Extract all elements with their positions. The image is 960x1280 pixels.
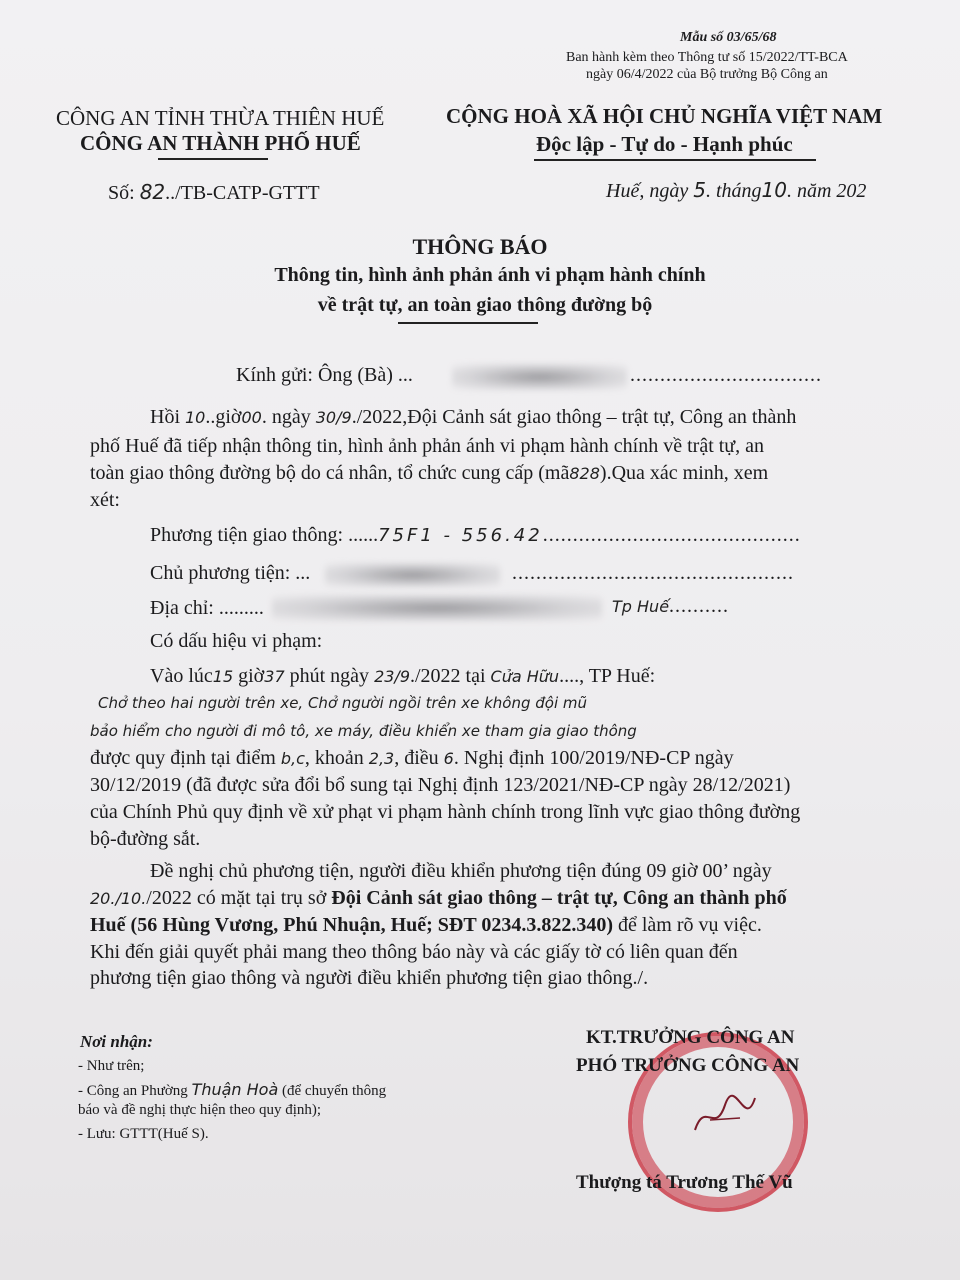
para3-line5: phương tiện giao thông và người điều khiển phương tiện giao thông./. xyxy=(90,967,649,989)
address-city xyxy=(612,595,729,618)
vehicle-label: Phương tiện giao thông: ...... xyxy=(150,524,379,546)
para3-line1: Đề nghị chủ phương tiện, người điều khiển phương tiện đúng 09 giờ 00’ ngày xyxy=(150,860,772,882)
field-vehicle xyxy=(150,524,801,547)
para1-ngay: . ngày xyxy=(261,406,311,428)
subtitle-underline xyxy=(398,322,538,324)
para1-code-rest: ).Qua xác minh, xem xyxy=(599,462,769,484)
signer-title-2: PHÓ TRƯỞNG CÔNG AN xyxy=(576,1055,800,1076)
para1-code-label: toàn giao thông đường bộ do cá nhân, tổ chức cung cấp (mã xyxy=(90,462,570,484)
date-month: 10 xyxy=(761,178,787,202)
owner-dots: ............................................... xyxy=(512,562,794,584)
recipient-2-cont: báo và đề nghị thực hiện theo quy định); xyxy=(78,1102,322,1118)
doc-number xyxy=(108,180,320,205)
violation-line6: của Chính Phủ quy định về xử phạt vi phạm hành chính trong lĩnh vực giao thông đường xyxy=(90,801,801,823)
recipient-3: - Lưu: GTTT(Huế S). xyxy=(78,1126,209,1142)
recipient-1: - Như trên; xyxy=(78,1058,145,1074)
para1-gio: ..giờ xyxy=(205,406,242,428)
notice-subtitle-1: Thông tin, hình ảnh phản ánh vi phạm hành chính xyxy=(274,264,706,286)
violation-clause: 2,3 xyxy=(368,749,395,768)
violation-year: ./2022 tại xyxy=(410,665,486,687)
greeting xyxy=(236,364,413,387)
para3-line4: Khi đến giải quyết phải mang theo thông báo này và các giấy tờ có liên quan đến xyxy=(90,941,738,963)
violation-line4 xyxy=(90,747,734,770)
violation-date: 23/9 xyxy=(374,667,410,686)
para1-line3 xyxy=(90,462,768,485)
violation-line2-hand: Chở theo hai người trên xe, Chở người ngồi trên xe không đội mũ xyxy=(98,694,588,712)
violation-khoan-label: , khoản xyxy=(304,747,364,769)
agency-name: CÔNG AN THÀNH PHỐ HUẾ xyxy=(80,131,361,155)
para1-rest: ./2022,Đội Cảnh sát giao thông – trật tự, Công an thành xyxy=(351,406,797,428)
vehicle-plate: 75F1 - 556.42 xyxy=(378,525,543,546)
violation-vao-luc: Vào lúc xyxy=(150,665,213,687)
doc-number-hand: 82 xyxy=(139,180,166,204)
para1-line2: phố Huế đã tiếp nhận thông tin, hình ảnh phản ánh vi phạm hành chính về trật tự, an xyxy=(90,435,765,457)
greeting-label: Kính gửi: Ông (Bà) ... xyxy=(236,364,413,386)
address-city-hand: Tp Huế xyxy=(612,597,670,616)
motto: Độc lập - Tự do - Hạnh phúc xyxy=(536,132,793,156)
violation-line7: bộ-đường sắt. xyxy=(90,828,201,850)
date-month-label: tháng xyxy=(715,180,762,202)
violation-place: Cửa Hữu xyxy=(490,667,560,686)
violation-line3-hand: bảo hiểm cho người đi mô tô, xe máy, điều khiển xe tham gia giao thông xyxy=(90,722,637,740)
para3-date: 20./10. xyxy=(90,889,147,908)
date-prefix: Huế, ngày xyxy=(606,180,689,202)
violation-minute: 37 xyxy=(264,667,285,686)
para1-minute: 00 xyxy=(241,408,262,427)
notice-subtitle-2: về trật tự, an toàn giao thông đường bộ xyxy=(317,294,653,316)
para3-appear: /2022 có mặt tại trụ sở xyxy=(146,887,327,909)
field-address xyxy=(150,597,264,620)
recipients-title: Nơi nhận: xyxy=(80,1032,153,1051)
para1-line1 xyxy=(150,406,796,429)
violation-line1 xyxy=(150,665,655,688)
address-label: Địa chỉ: ......... xyxy=(150,597,264,619)
notice-title: THÔNG BÁO xyxy=(412,234,548,259)
redacted-owner xyxy=(325,563,500,587)
recipient-2-label: - Công an Phường xyxy=(78,1083,188,1099)
violation-dieu-label: , điều xyxy=(394,747,439,769)
agency-underline xyxy=(158,158,268,160)
violation-article: 6 xyxy=(443,749,454,768)
doc-number-label: Số: xyxy=(108,182,135,204)
violation-points: b,c xyxy=(280,749,305,768)
violation-line5: 30/12/2019 (đã được sửa đổi bổ sung tại Nghị định 123/2021/NĐ-CP ngày 28/12/2021) xyxy=(90,774,791,796)
para3-line3 xyxy=(90,914,762,937)
para1-hoi: Hồi xyxy=(150,406,180,428)
para1-hour: 10 xyxy=(185,408,206,427)
recipient-2-note: (để chuyển thông xyxy=(282,1083,387,1099)
violation-gio: giờ xyxy=(238,665,265,687)
form-issued-line-1: Ban hành kèm theo Thông tư số 15/2022/TT-BCA xyxy=(566,50,848,65)
recipient-2-ward: Thuận Hoà xyxy=(191,1080,279,1099)
address-dots: .......... xyxy=(669,595,730,617)
date-day: 5 xyxy=(693,178,706,202)
violation-phut-ngay: phút ngày xyxy=(289,665,370,687)
form-number: Mẫu số 03/65/68 xyxy=(680,30,777,45)
greeting-dots: ................................ xyxy=(630,364,822,386)
signer-title-1: KT.TRƯỞNG CÔNG AN xyxy=(586,1027,795,1048)
para3-office: Đội Cảnh sát giao thông – trật tự, Công an thành phố xyxy=(331,887,787,909)
nation-title: CỘNG HOÀ XÃ HỘI CHỦ NGHĨA VIỆT NAM xyxy=(446,104,883,128)
signature-icon xyxy=(690,1090,760,1140)
para3-purpose: để làm rõ vụ việc. xyxy=(618,914,762,936)
para3-line2 xyxy=(90,887,787,910)
motto-underline xyxy=(534,159,816,161)
redacted-address xyxy=(272,595,602,621)
violation-label: Có dấu hiệu vi phạm: xyxy=(150,630,323,652)
doc-date: Huế, ngày 5. tháng10. năm 202 xyxy=(606,178,867,202)
para1-date: 30/9 xyxy=(315,408,352,427)
para3-address: Huế (56 Hùng Vương, Phú Nhuận, Huế; SĐT 0234.3.822.340) xyxy=(90,914,613,936)
violation-hour: 15 xyxy=(212,667,234,686)
date-year: năm 202 xyxy=(796,180,867,202)
signer-name: Thượng tá Trương Thế Vũ xyxy=(576,1172,793,1193)
recipient-2 xyxy=(78,1080,386,1100)
redacted-name xyxy=(452,364,627,390)
vehicle-dots: ........................................... xyxy=(542,524,801,546)
field-owner xyxy=(150,562,310,585)
owner-label: Chủ phương tiện: ... xyxy=(150,562,311,584)
para1-line4: xét: xyxy=(90,489,120,511)
violation-diem-label: được quy định tại điểm xyxy=(90,747,276,769)
agency-parent: CÔNG AN TỈNH THỪA THIÊN HUẾ xyxy=(56,106,385,130)
violation-decree: . Nghị định 100/2019/NĐ-CP ngày xyxy=(453,747,734,769)
doc-number-suffix: ../TB-CATP-GTTT xyxy=(165,182,320,204)
violation-city: ...., TP Huế: xyxy=(559,665,656,687)
para1-code: 828 xyxy=(569,464,600,483)
form-issued-line-2: ngày 06/4/2022 của Bộ trưởng Bộ Công an xyxy=(586,67,828,82)
